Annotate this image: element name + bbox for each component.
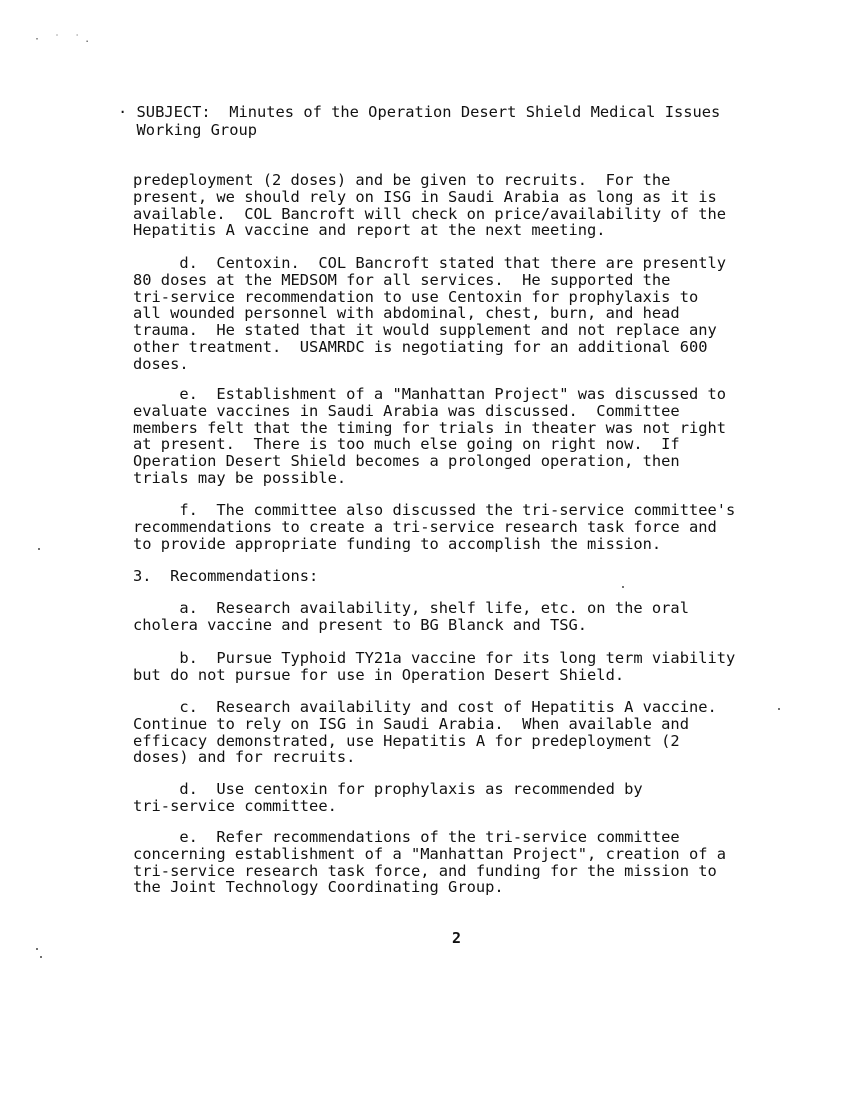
section-heading-recommendations: 3. Recommendations: [133,567,319,585]
paragraph-hepatitis-continuation: predeployment (2 doses) and be given to recruits. For the present, we should rely on ISG in Saudi Arabia as long as it is available. COL Bancroft will check on price/availability of the Hepatitis A vaccine and report at the next meeting. [133,171,727,240]
subject-line: · SUBJECT: Minutes of the Operation Desert Shield Medical Issues Working Group [118,103,721,139]
paragraph-centoxin: d. Centoxin. COL Bancroft stated that there are presently 80 doses at the MEDSOM for all services. He supported the tri-service recommendation to use Centoxin for prophylaxis to all wounded personnel with abdominal, chest, burn, and head trauma. He stated that it would supplement and not replace any other treatment. USAMRDC is negotiating for an additional 600 doses. [133,254,727,373]
scan-speck [38,548,40,550]
scan-speck [40,956,42,958]
recommendation-c: c. Research availability and cost of Hepatitis A vaccine. Continue to rely on ISG in Saudi Arabia. When available and efficacy demonstrated, use Hepatitis A for predeployment (2 doses) and for recruits. [133,698,717,767]
recommendation-d: d. Use centoxin for prophylaxis as recommended by tri-service committee. [133,780,643,815]
recommendation-e: e. Refer recommendations of the tri-service committee concerning establishment of a "Manhattan Project", creation of a tri-service research task force, and funding for the mission to the Joint Technology Coordinating Group. [133,828,727,897]
page-number: 2 [452,929,462,947]
scan-speck [36,948,38,950]
recommendation-b: b. Pursue Typhoid TY21a vaccine for its long term viability but do not pursue for use in Operation Desert Shield. [133,649,736,684]
paragraph-tri-service-task-force: f. The committee also discussed the tri-service committee's recommendations to create a tri-service research task force and to provide appropriate funding to accomplish the mission. [133,501,736,553]
paragraph-manhattan-project: e. Establishment of a "Manhattan Project" was discussed to evaluate vaccines in Saudi Arabia was discussed. Committee members felt that the timing for trials in theater was not right at present. There is too much else going on right now. If Operation Desert Shield becomes a prolonged operation, then trials may be possible. [133,385,727,487]
recommendation-a: a. Research availability, shelf life, etc. on the oral cholera vaccine and present to BG Blanck and TSG. [133,599,689,634]
scan-speck [622,586,624,588]
scan-marks: · ˙ ˙. [34,34,95,45]
